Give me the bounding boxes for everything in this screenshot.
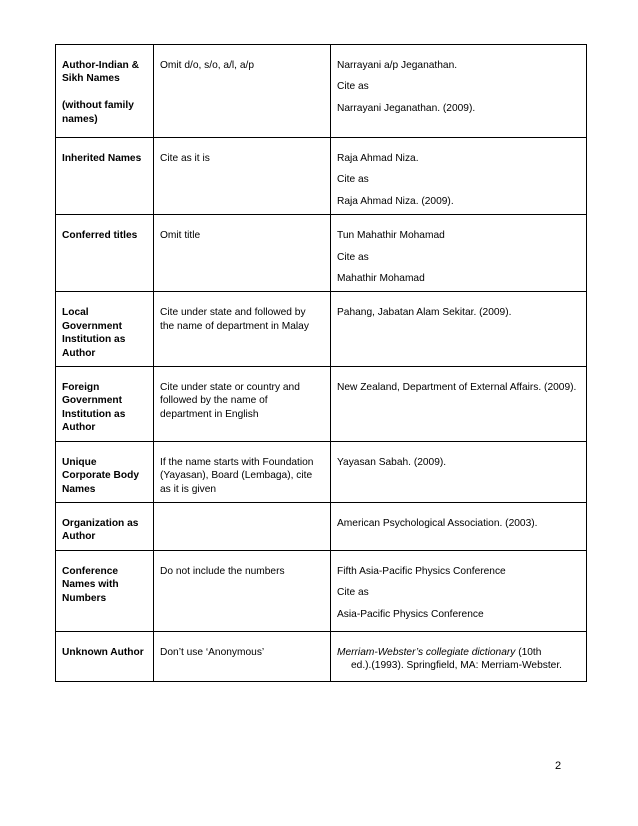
example-line: Pahang, Jabatan Alam Sekitar. (2009). xyxy=(337,307,512,319)
example-line: American Psychological Association. (2003). xyxy=(337,517,538,529)
example-line: Cite as xyxy=(337,81,369,93)
cell-line: Omit d/o, s/o, a/l, a/p xyxy=(160,60,254,71)
cell-line: Organization as xyxy=(62,517,139,529)
table-row xyxy=(56,138,587,215)
table-row xyxy=(56,502,587,550)
cell-line: Local xyxy=(62,307,89,319)
table-row xyxy=(56,367,587,442)
example-line: Raja Ahmad Niza. xyxy=(337,153,419,164)
rule-cell xyxy=(154,367,331,442)
cell-line: Unknown Author xyxy=(62,646,144,658)
table-row xyxy=(56,441,587,502)
cell-line: Sikh Names xyxy=(62,73,120,85)
example-cell xyxy=(331,215,587,292)
author-type-cell xyxy=(56,138,154,215)
author-citation-table xyxy=(55,44,587,682)
cell-line xyxy=(62,86,147,99)
example-cell xyxy=(331,292,587,367)
cell-line: Author xyxy=(62,531,96,543)
author-type-cell xyxy=(56,292,154,367)
example-line: Mahathir Mohamad xyxy=(337,273,425,285)
author-type-cell xyxy=(56,631,154,681)
cell-line: department in English xyxy=(160,408,259,420)
example-cell xyxy=(331,502,587,550)
cell-line: Author xyxy=(62,422,96,434)
rule-cell xyxy=(154,550,331,631)
example-cell xyxy=(331,550,587,631)
example-line: Cite as xyxy=(337,587,369,599)
cell-line: Author-Indian & xyxy=(62,60,139,71)
rule-cell xyxy=(154,138,331,215)
cell-line: Unique xyxy=(62,456,97,468)
rule-cell xyxy=(154,502,331,550)
cell-line: Foreign xyxy=(62,382,100,394)
example-cell xyxy=(331,631,587,681)
cell-line: Corporate Body xyxy=(62,470,139,482)
cell-line: Cite under state or country and xyxy=(160,382,300,394)
cell-line: If the name starts with Foundation xyxy=(160,456,314,468)
cell-line: Government xyxy=(62,320,123,332)
author-type-cell xyxy=(56,550,154,631)
cell-line: Conferred titles xyxy=(62,230,138,242)
reference-edition: (10th xyxy=(515,646,542,658)
example-line: Cite as xyxy=(337,174,369,186)
example-line: Cite as xyxy=(337,251,369,263)
cell-line: Numbers xyxy=(62,592,107,604)
cell-line: Names xyxy=(62,483,96,495)
cell-line: as it is given xyxy=(160,483,217,495)
rule-cell xyxy=(154,215,331,292)
table-row xyxy=(56,631,587,681)
rule-cell xyxy=(154,441,331,502)
example-line xyxy=(337,646,580,659)
cell-line: Government xyxy=(62,395,123,407)
cell-line: Inherited Names xyxy=(62,153,142,164)
cell-line: Don’t use ‘Anonymous’ xyxy=(160,646,265,658)
author-type-cell xyxy=(56,367,154,442)
table-row xyxy=(56,45,587,138)
table-body xyxy=(56,45,587,682)
author-type-cell xyxy=(56,215,154,292)
cell-line: Names with xyxy=(62,579,119,591)
rule-cell xyxy=(154,292,331,367)
page-number: 2 xyxy=(555,760,562,772)
rule-cell xyxy=(154,631,331,681)
cell-line: Do not include the numbers xyxy=(160,565,285,577)
cell-line: Omit title xyxy=(160,230,201,242)
cell-line: Author xyxy=(62,347,96,359)
author-type-cell xyxy=(56,502,154,550)
example-line: New Zealand, Department of External Affairs. (2009). xyxy=(337,382,577,394)
reference-publication: ed.).(1993). Springfield, MA: Merriam-Webster. xyxy=(351,660,562,672)
example-line: Tun Mahathir Mohamad xyxy=(337,230,445,242)
cell-line: the name of department in Malay xyxy=(160,320,309,332)
example-line: Yayasan Sabah. (2009). xyxy=(337,456,447,468)
example-cell xyxy=(331,441,587,502)
cell-line: Institution as xyxy=(62,408,126,420)
cell-line: followed by the name of xyxy=(160,395,268,407)
table-row xyxy=(56,550,587,631)
example-cell xyxy=(331,138,587,215)
cell-line: Cite as it is xyxy=(160,153,210,164)
example-line: Fifth Asia-Pacific Physics Conference xyxy=(337,565,506,577)
cell-line: Institution as xyxy=(62,334,126,346)
reference-title: Merriam-Webster’s collegiate dictionary xyxy=(337,646,516,658)
author-type-cell xyxy=(56,441,154,502)
example-line: Raja Ahmad Niza. (2009). xyxy=(337,195,454,207)
example-line: Asia-Pacific Physics Conference xyxy=(337,608,484,620)
example-line: Narrayani a/p Jeganathan. xyxy=(337,60,458,71)
example-cell xyxy=(331,45,587,138)
rule-cell xyxy=(154,45,331,138)
example-cell xyxy=(331,367,587,442)
cell-line: Cite under state and followed by xyxy=(160,307,306,319)
example-line: Narrayani Jeganathan. (2009). xyxy=(337,102,476,114)
table-row xyxy=(56,292,587,367)
table-row xyxy=(56,215,587,292)
cell-line: names) xyxy=(62,113,98,125)
cell-line: Conference xyxy=(62,565,119,577)
cell-line: (without family xyxy=(62,100,134,112)
author-type-cell xyxy=(56,45,154,138)
cell-line: (Yayasan), Board (Lembaga), cite xyxy=(160,470,313,482)
